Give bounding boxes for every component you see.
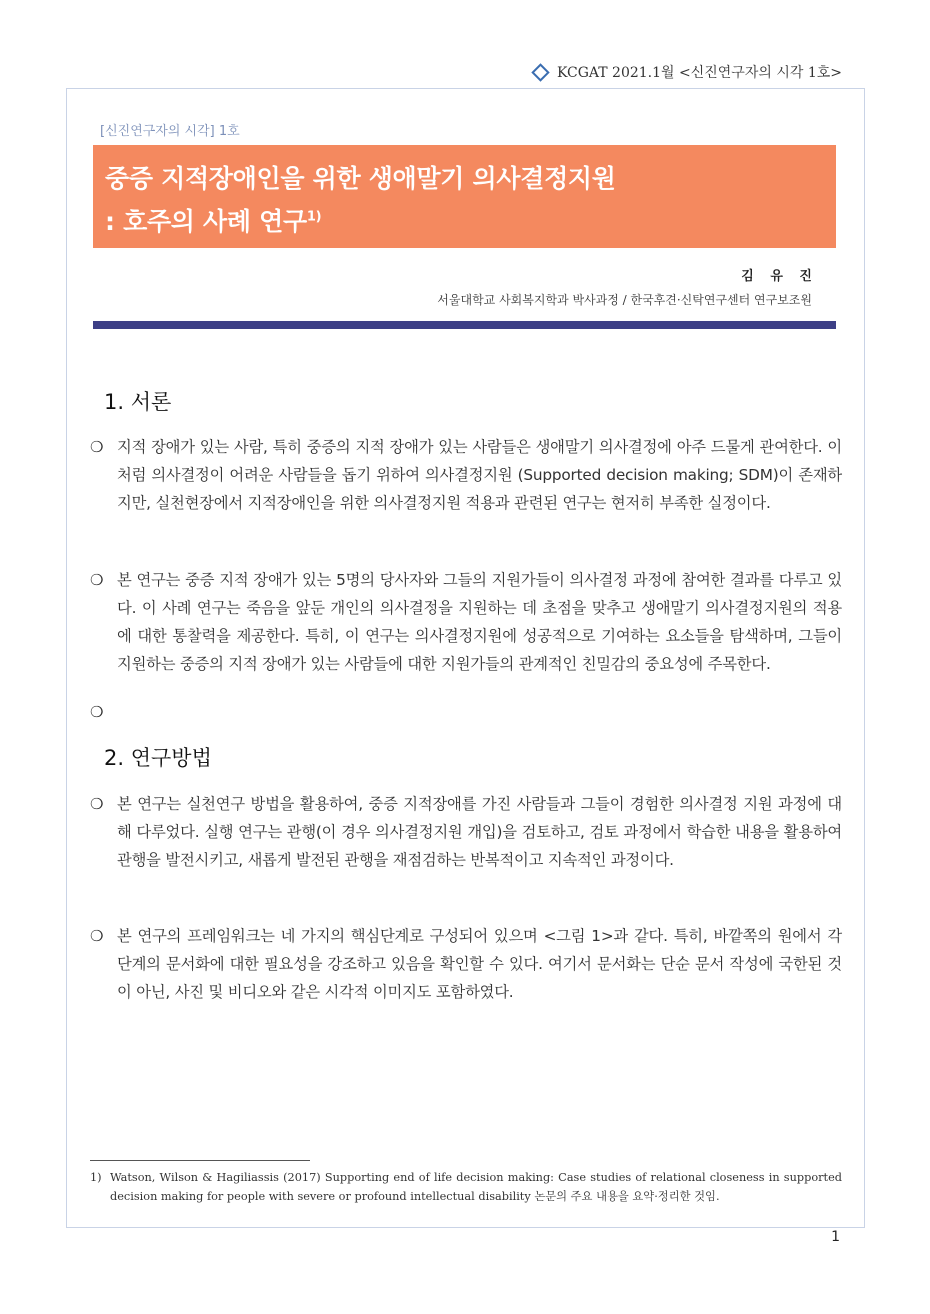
footnote xyxy=(90,1168,842,1206)
paragraph-text: 본 연구의 프레임워크는 네 가지의 핵심단계로 구성되어 있으며 <그림 1>과 같다. 특히, 바깥쪽의 원에서 각 단계의 문서화에 대한 필요성을 강조하고 있음을 확인할 수 있다. 여기서 문서화는 단순 문서 작성에 국한된 것이 아닌, 사진 및 비디오와 같은 시각적 이미지도 포함하였다. xyxy=(117,927,842,1001)
methods-paragraph-2 xyxy=(90,922,842,1006)
author-name: 김 유 진 xyxy=(741,269,818,284)
title-divider xyxy=(93,321,836,329)
bullet-icon: ❍ xyxy=(90,795,104,813)
title-line-1: 중증 지적장애인을 위한 생애말기 의사결정지원 xyxy=(105,164,616,193)
section-heading-methods: 2. 연구방법 xyxy=(104,746,212,770)
paragraph-text: 본 연구는 중증 지적 장애가 있는 5명의 당사자와 그들의 지원가들이 의사결정 과정에 참여한 결과를 다루고 있다. 이 사례 연구는 죽음을 앞둔 개인의 의사결정을 지원하는 데 초점을 맞추고 생애말기 의사결정지원의 적용에 대한 통찰력을 제공한다. 특히, 이 연구는 의사결정지원에 성공적으로 기여하는 요소들을 탐색하며, 그들이 지원하는 중증의 지적 장애가 있는 사람들에 대한 지원가들의 관계적인 친밀감의 중요성에 주목한다. xyxy=(117,571,842,673)
bullet-icon: ❍ xyxy=(90,927,104,945)
running-header-text: KCGAT 2021.1월 <신진연구자의 시각 1호> xyxy=(556,65,842,81)
paragraph-text: 본 연구는 실천연구 방법을 활용하여, 중증 지적장애를 가진 사람들과 그들이 경험한 의사결정 지원 과정에 대해 다루었다. 실행 연구는 관행(이 경우 의사결정지원 개입)을 검토하고, 검토 과정에서 학습한 내용을 활용하여 관행을 발전시키고, 새롭게 발전된 관행을 재점검하는 반복적이고 지속적인 과정이다. xyxy=(117,795,842,869)
title-line-2-text: : 호주의 사례 연구 xyxy=(105,207,307,236)
footnote-ref[interactable]: 1) xyxy=(306,209,322,225)
bullet-icon: ❍ xyxy=(90,703,104,721)
intro-paragraph-1 xyxy=(90,433,842,517)
page-number: 1 xyxy=(831,1229,840,1245)
bullet-icon: ❍ xyxy=(90,571,104,589)
footnote-divider xyxy=(90,1160,310,1161)
series-label: [신진연구자의 시각] 1호 xyxy=(100,124,240,139)
author-affiliation: 서울대학교 사회복지학과 박사과정 / 한국후견·신탁연구센터 연구보조원 xyxy=(437,293,812,307)
footnote-text: Watson, Wilson & Hagiliassis (2017) Supporting end of life decision making: Case studies of relational closeness in supported decision making for people with severe or profound intellectual disability 논문의 주요 내용을 요약·정리한 것임. xyxy=(110,1171,842,1203)
paragraph-text: 지적 장애가 있는 사람, 특히 중증의 지적 장애가 있는 사람들은 생애말기 의사결정에 아주 드물게 관여한다. 이처럼 의사결정이 어려운 사람들을 돕기 위하여 의사결정지원 (Supported decision making; SDM)이 존재하지만, 실천현장에서 지적장애인을 위한 의사결정지원 적용과 관련된 연구는 현저히 부족한 실정이다. xyxy=(117,438,842,512)
footnote-number: 1) xyxy=(90,1171,102,1184)
diamond-icon xyxy=(531,63,549,81)
running-header xyxy=(534,62,842,82)
methods-paragraph-1 xyxy=(90,790,842,874)
intro-paragraph-2 xyxy=(90,566,842,678)
bullet-icon: ❍ xyxy=(90,438,104,456)
section-heading-intro: 1. 서론 xyxy=(104,390,172,414)
title-banner xyxy=(93,145,836,248)
title-line-2 xyxy=(105,202,321,238)
